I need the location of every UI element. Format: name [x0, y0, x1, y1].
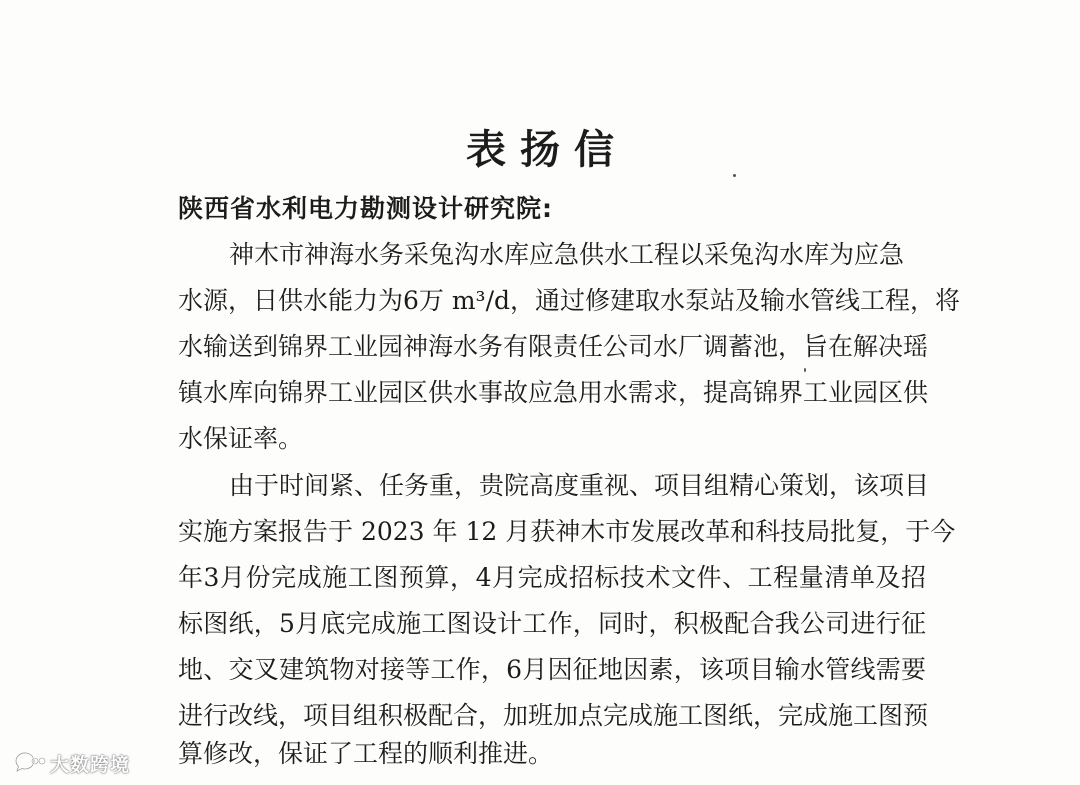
scan-speck: [733, 174, 736, 177]
salutation: 陕西省水利电力勘测设计研究院:: [178, 194, 553, 223]
paragraph-line: 进行改线，项目组积极配合，加班加点完成施工图纸，完成施工图预: [178, 701, 929, 730]
chat-bubble-logo-icon: [12, 749, 46, 778]
paragraph-line: 地、交叉建筑物对接等工作，6月因征地因素，该项目输水管线需要: [178, 655, 926, 684]
letter-title: 表扬信: [466, 127, 628, 173]
paragraph-line: 年3月份完成施工图预算，4月完成招标技术文件、工程量清单及招: [178, 563, 926, 592]
paragraph-line: 水输送到锦界工业园神海水务有限责任公司水厂调蓄池，旨在解决瑶: [178, 332, 929, 361]
paragraph-line: 算修改，保证了工程的顺利推进。: [178, 739, 554, 768]
paragraph-line: 镇水库向锦界工业园区供水事故应急用水需求，提高锦界工业园区供: [178, 378, 929, 407]
watermark: [12, 749, 130, 778]
watermark-text: 大数跨境: [50, 754, 131, 776]
paragraph-line: 由于时间紧、任务重，贵院高度重视、项目组精心策划，该项目: [229, 471, 930, 500]
paragraph-line: 水源，日供水能力为6万 m³/d，通过修建取水泵站及输水管线工程，将: [178, 286, 961, 315]
paragraph-line: 实施方案报告于 2023 年 12 月获神木市发展改革和科技局批复，于今: [178, 517, 956, 546]
paragraph-line: 神木市神海水务采兔沟水库应急供水工程以采兔沟水库为应急: [229, 240, 905, 269]
paragraph-line: 标图纸，5月底完成施工图设计工作，同时，积极配合我公司进行征: [178, 609, 926, 638]
paragraph-line: 水保证率。: [178, 424, 304, 453]
scan-speck: [804, 368, 806, 372]
